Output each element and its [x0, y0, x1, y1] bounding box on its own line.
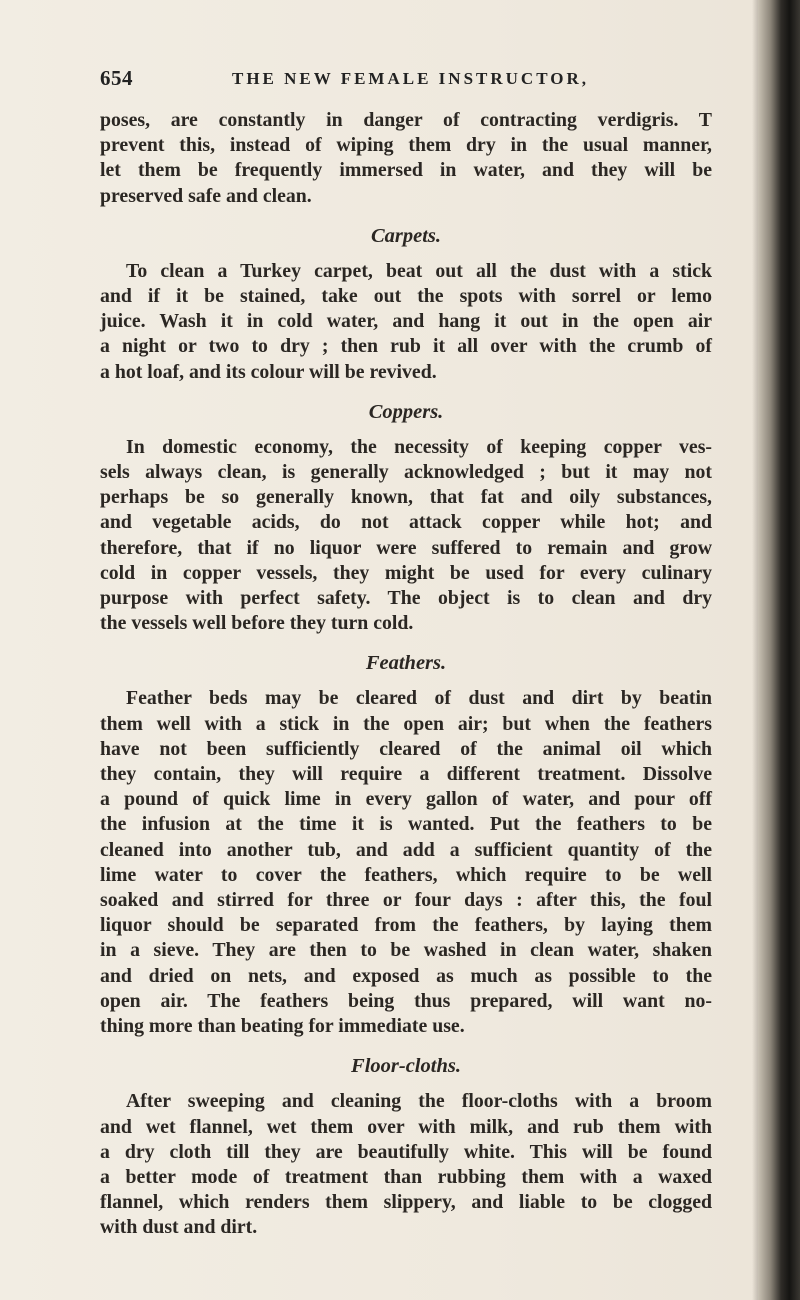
text-line: flannel, which renders them slippery, and liable to be clogged: [100, 1191, 712, 1214]
text-line: perhaps be so generally known, that fat and oily substances,: [100, 486, 712, 509]
text-line: sels always clean, is generally acknowledged ; but it may not: [100, 461, 712, 484]
text-line: purpose with perfect safety. The object is to clean and dry: [100, 587, 712, 610]
text-line: a better mode of treatment than rubbing them with a waxed: [100, 1165, 712, 1188]
text-line: lime water to cover the feathers, which require to be well: [100, 863, 712, 886]
text-line: liquor should be separated from the feathers, by laying them: [100, 914, 712, 937]
text-line: In domestic economy, the necessity of keeping copper ves-: [126, 435, 712, 458]
text-line: let them be frequently immersed in water, and they will be: [100, 159, 712, 182]
text-line: preserved safe and clean.: [100, 184, 312, 207]
paragraph-coppers: [100, 435, 712, 637]
text-line: prevent this, instead of wiping them dry in the usual manner,: [100, 134, 712, 157]
text-line: To clean a Turkey carpet, beat out all the dust with a stick: [126, 259, 712, 282]
text-line: cleaned into another tub, and add a sufficient quantity of the: [100, 838, 712, 861]
text-line: juice. Wash it in cold water, and hang it out in the open air: [100, 310, 712, 333]
page-header: [100, 66, 720, 96]
text-line: poses, are constantly in danger of contracting verdigris. T: [100, 109, 712, 131]
text-line: soaked and stirred for three or four days : after this, the foul: [100, 889, 712, 912]
text-line: a hot loaf, and its colour will be revived.: [100, 360, 437, 383]
section-heading-carpets: Carpets.: [370, 224, 442, 247]
text-line: them well with a stick in the open air; but when the feathers: [100, 712, 712, 735]
text-line: they contain, they will require a different treatment. Dissolve: [100, 763, 712, 786]
text-line: the vessels well before they turn cold.: [100, 612, 414, 635]
section-heading-feathers: Feathers.: [365, 652, 447, 675]
text-line: cold in copper vessels, they might be used for every culinary: [100, 561, 712, 584]
running-head: THE NEW FEMALE INSTRUCTOR,: [232, 69, 589, 88]
book-binding-edge: [758, 0, 800, 1300]
paragraph-carpets: [100, 259, 712, 385]
text-line: a dry cloth till they are beautifully white. This will be found: [100, 1140, 712, 1163]
continuation-paragraph: [100, 108, 712, 209]
text-line: and wet flannel, wet them over with milk, and rub them with: [100, 1115, 712, 1138]
text-line: a pound of quick lime in every gallon of water, and pour off: [100, 788, 712, 811]
page-body: [100, 108, 712, 1241]
text-line: the infusion at the time it is wanted. Put the feathers to be: [100, 813, 712, 836]
page-number: 654: [100, 66, 133, 90]
section-heading-floor-cloths: Floor-cloths.: [351, 1055, 461, 1078]
text-line: and if it be stained, take out the spots with sorrel or lemo: [100, 285, 712, 308]
text-line: with dust and dirt.: [100, 1216, 258, 1239]
text-line: open air. The feathers being thus prepared, will want no-: [100, 989, 712, 1012]
text-line: a night or two to dry ; then rub it all over with the crumb of: [100, 335, 712, 358]
section-heading-coppers: Coppers.: [368, 400, 444, 423]
paragraph-floor-cloths: [100, 1089, 712, 1240]
text-line: have not been sufficiently cleared of the animal oil which: [100, 737, 712, 760]
text-line: and vegetable acids, do not attack copper while hot; and: [100, 511, 712, 534]
paragraph-feathers: [100, 686, 712, 1039]
text-line: After sweeping and cleaning the floor-cloths with a broom: [126, 1090, 712, 1113]
text-line: thing more than beating for immediate use.: [100, 1015, 465, 1038]
text-line: Feather beds may be cleared of dust and dirt by beatin: [126, 687, 712, 710]
text-line: therefore, that if no liquor were suffered to remain and grow: [100, 536, 712, 559]
text-line: and dried on nets, and exposed as much as possible to the: [100, 964, 712, 987]
text-line: in a sieve. They are then to be washed in clean water, shaken: [100, 939, 712, 962]
